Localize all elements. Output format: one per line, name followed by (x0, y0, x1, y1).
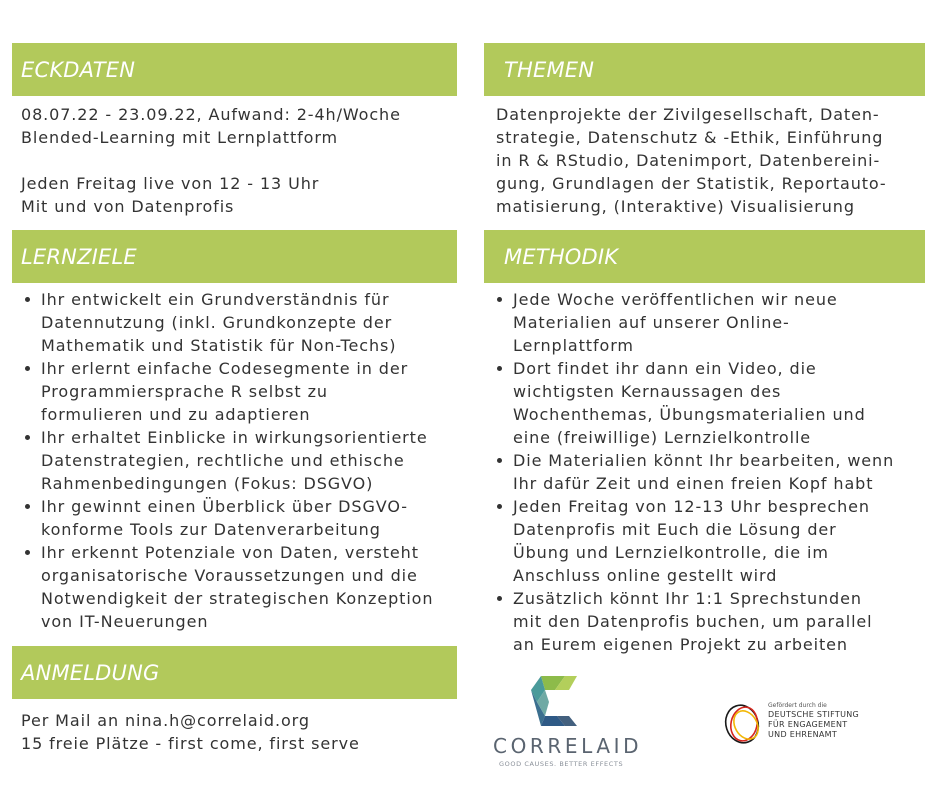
themen-text (496, 103, 926, 218)
list-item-line: Anschluss online gestellt wird (513, 566, 778, 585)
list-item-line: von IT-Neuerungen (41, 612, 209, 631)
themen-line: gung, Grundlagen der Statistik, Reportauto- (496, 174, 887, 193)
list-item-line: Programmiersprache R selbst zu (41, 382, 328, 401)
list-item-line: Übung und Lernzielkontrolle, die im (513, 543, 829, 562)
correlaid-wordmark: CORRELAID (493, 734, 643, 758)
list-item (493, 449, 933, 495)
dsee-funded-by: Gefördert durch die (768, 702, 827, 709)
eckdaten-spacer (21, 149, 451, 172)
list-item (21, 541, 461, 633)
themen-line: in R & RStudio, Datenimport, Datenbereini- (496, 151, 881, 170)
dsee-rings-icon (722, 700, 766, 748)
list-item-line: mit den Datenprofis buchen, um parallel (513, 612, 873, 631)
methodik-list-box (493, 288, 933, 656)
list-item-line: an Eurem eigenen Projekt zu arbeiten (513, 635, 848, 654)
list-item-line: Materialien auf unserer Online- (513, 313, 790, 332)
anmeldung-line: Per Mail an nina.h@correlaid.org (21, 711, 310, 730)
eckdaten-line: Mit und von Datenprofis (21, 197, 235, 216)
list-item-line: organisatorische Voraussetzungen und die (41, 566, 418, 585)
themen-title: THEMEN (504, 57, 595, 82)
list-item-line: Lernplattform (513, 336, 634, 355)
list-item-line: Dort findet ihr dann ein Video, die (513, 359, 817, 378)
themen-line: Datenprojekte der Zivilgesellschaft, Daten- (496, 105, 880, 124)
list-item-line: Ihr gewinnt einen Überblick über DSGVO- (41, 497, 408, 516)
list-item-line: formulieren und zu adaptieren (41, 405, 311, 424)
dsee-logo (722, 700, 872, 750)
anmeldung-title: ANMELDUNG (21, 660, 160, 685)
list-item (493, 495, 933, 587)
dsee-name-line: FÜR ENGAGEMENT (768, 720, 848, 729)
themen-line: matisierung, (Interaktive) Visualisierung (496, 197, 855, 216)
list-item-line: Wochenthemas, Übungsmaterialien und (513, 405, 866, 424)
methodik-header (484, 230, 925, 283)
list-item-line: Ihr erhaltet Einblicke in wirkungsorientierte (41, 428, 428, 447)
list-item (493, 288, 933, 357)
themen-line: strategie, Datenschutz & -Ethik, Einführung (496, 128, 884, 147)
list-item-line: wichtigsten Kernaussagen des (513, 382, 782, 401)
list-item (493, 587, 933, 656)
lernziele-list (21, 288, 461, 633)
dsee-name-line: DEUTSCHE STIFTUNG (768, 710, 860, 719)
themen-header (484, 43, 925, 96)
eckdaten-title: ECKDATEN (21, 57, 136, 82)
dsee-name-line: UND EHRENAMT (768, 730, 838, 739)
lernziele-title: LERNZIELE (21, 244, 137, 269)
eckdaten-text (21, 103, 451, 218)
lernziele-header (12, 230, 457, 283)
lernziele-list-box (21, 288, 461, 633)
list-item-line: konforme Tools zur Datenverarbeitung (41, 520, 381, 539)
list-item-line: eine (freiwillige) Lernzielkontrolle (513, 428, 812, 447)
list-item-line: Die Materialien könnt Ihr bearbeiten, wenn (513, 451, 895, 470)
methodik-list (493, 288, 933, 656)
list-item-line: Datenprofis mit Euch die Lösung der (513, 520, 837, 539)
list-item (21, 495, 461, 541)
list-item-line: Rahmenbedingungen (Fokus: DSGVO) (41, 474, 374, 493)
list-item-line: Jede Woche veröffentlichen wir neue (513, 290, 838, 309)
list-item-line: Ihr erlernt einfache Codesegmente in der (41, 359, 409, 378)
list-item (21, 288, 461, 357)
correlaid-logo (493, 672, 643, 772)
anmeldung-header (12, 646, 457, 699)
list-item-line: Ihr dafür Zeit und einen freien Kopf habt (513, 474, 874, 493)
list-item-line: Datennutzung (inkl. Grundkonzepte der (41, 313, 393, 332)
list-item (493, 357, 933, 449)
list-item (21, 357, 461, 426)
methodik-title: METHODIK (504, 244, 619, 269)
list-item-line: Ihr erkennt Potenziale von Daten, versteht (41, 543, 419, 562)
list-item-line: Zusätzlich könnt Ihr 1:1 Sprechstunden (513, 589, 862, 608)
eckdaten-header (12, 43, 457, 96)
list-item-line: Datenstrategien, rechtliche und ethische (41, 451, 405, 470)
anmeldung-line: 15 freie Plätze - first come, first serve (21, 734, 360, 753)
list-item-line: Notwendigkeit der strategischen Konzeption (41, 589, 434, 608)
eckdaten-line: 08.07.22 - 23.09.22, Aufwand: 2-4h/Woche (21, 105, 401, 124)
eckdaten-line: Blended-Learning mit Lernplattform (21, 128, 339, 147)
correlaid-mark-icon (493, 672, 633, 732)
correlaid-tagline: GOOD CAUSES. BETTER EFFECTS (499, 760, 624, 768)
list-item-line: Ihr entwickelt ein Grundverständnis für (41, 290, 390, 309)
anmeldung-text (21, 709, 451, 755)
list-item (21, 426, 461, 495)
list-item-line: Jeden Freitag von 12-13 Uhr besprechen (513, 497, 870, 516)
dsee-text (768, 702, 859, 740)
list-item-line: Mathematik und Statistik für Non-Techs) (41, 336, 397, 355)
eckdaten-line: Jeden Freitag live von 12 - 13 Uhr (21, 174, 320, 193)
